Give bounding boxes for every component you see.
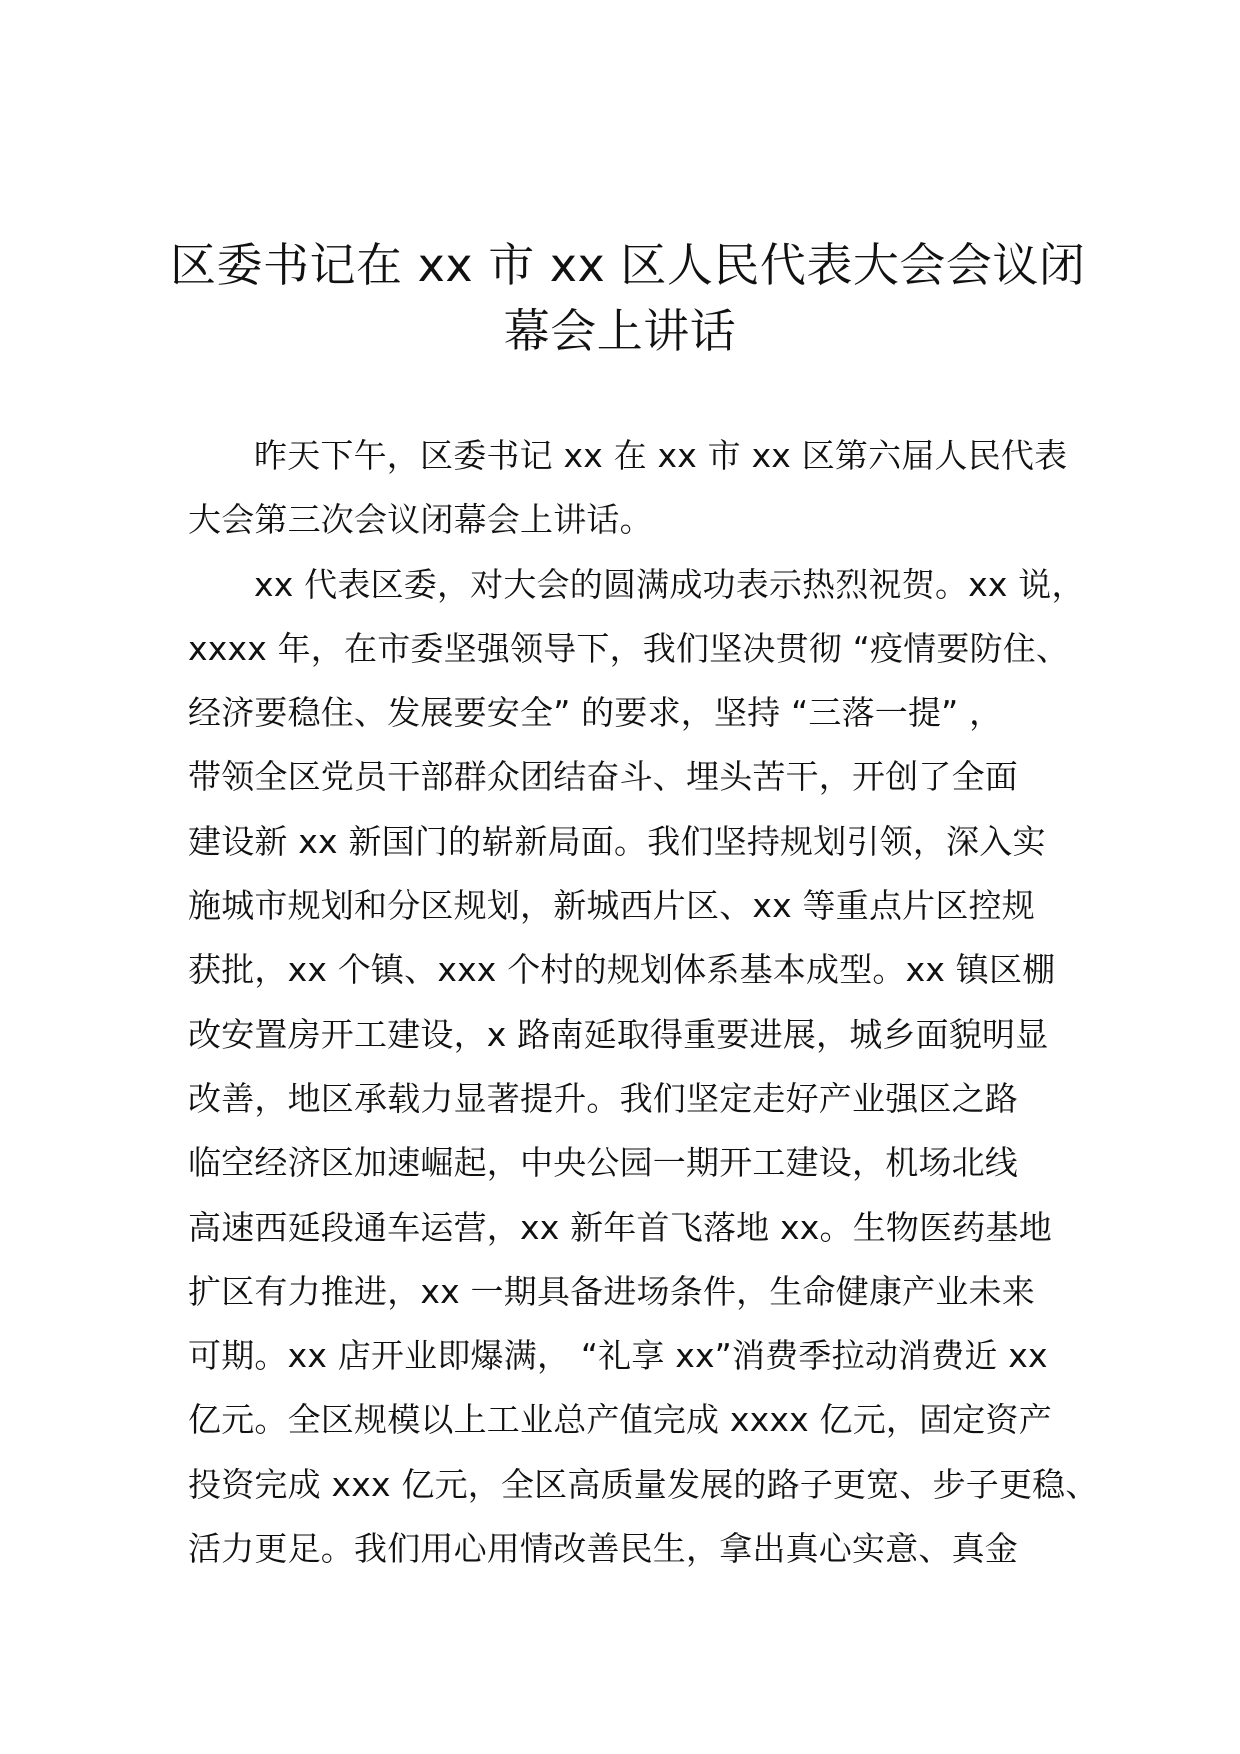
paragraph-line: 扩区有力推进，xx 一期具备进场条件，生命健康产业未来: [188, 1271, 1035, 1311]
paragraph-line: 改善，地区承载力显著提升。我们坚定走好产业强区之路: [188, 1078, 1018, 1118]
paragraph-line: 活力更足。我们用心用情改善民生，拿出真心实意、真金: [188, 1529, 1018, 1569]
paragraph-line: 可期。xx 店开业即爆满， “礼享 xx”消费季拉动消费近 xx: [188, 1336, 1048, 1376]
title-line: 幕会上讲话: [503, 304, 737, 358]
paragraph-line: 带领全区党员干部群众团结奋斗、埋头苦干，开创了全面: [188, 757, 1018, 797]
paragraph-line: 临空经济区加速崛起，中央公园一期开工建设，机场北线: [188, 1143, 1018, 1183]
document-body: [188, 424, 1099, 1581]
paragraph-line: xxxx 年，在市委坚强领导下，我们坚决贯彻 “疫情要防住、: [188, 628, 1070, 668]
paragraph-line: 昨天下午，区委书记 xx 在 xx 市 xx 区第六届人民代表: [254, 436, 1068, 475]
paragraph-line: 高速西延段通车运营，xx 新年首飞落地 xx。生物医药基地: [188, 1207, 1052, 1247]
paragraph-line: 施城市规划和分区规划，新城西片区、xx 等重点片区控规: [188, 886, 1035, 926]
paragraph-line: 投资完成 xxx 亿元，全区高质量发展的路子更宽、步子更稳、: [188, 1464, 1099, 1504]
paragraph-line: 建设新 xx 新国门的崭新局面。我们坚持规划引领，深入实: [188, 821, 1046, 861]
paragraph-line: 改安置房开工建设，x 路南延取得重要进展，城乡面貌明显: [188, 1014, 1049, 1054]
paragraph-line: 获批，xx 个镇、xxx 个村的规划体系基本成型。xx 镇区棚: [188, 950, 1056, 990]
paragraph-line: 大会第三次会议闭幕会上讲话。: [188, 500, 653, 540]
title-line: 区委书记在 xx 市 xx 区人民代表大会会议闭: [170, 238, 1086, 292]
paragraph-line: 经济要稳住、发展要安全” 的要求，坚持 “三落一提” ，: [188, 693, 1003, 733]
document-title: [170, 232, 1086, 364]
paragraph-line: xx 代表区委，对大会的圆满成功表示热烈祝贺。xx 说，: [254, 564, 1085, 604]
paragraph-line: 亿元。全区规模以上工业总产值完成 xxxx 亿元，固定资产: [188, 1400, 1052, 1440]
